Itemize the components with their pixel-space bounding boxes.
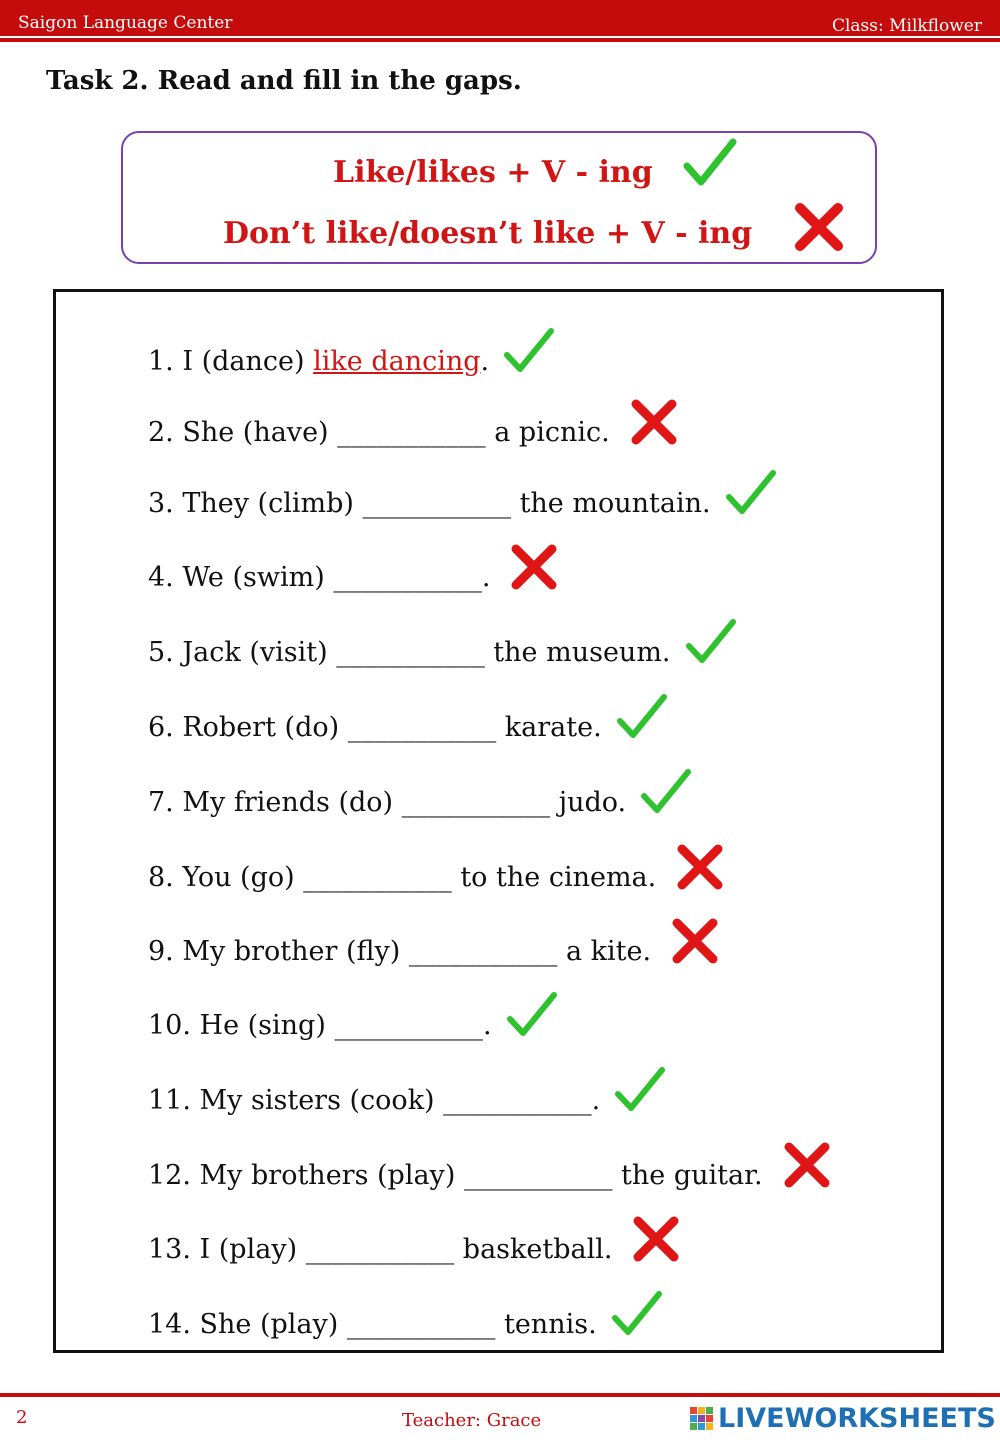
item-prompt: 5. Jack (visit) xyxy=(148,637,337,668)
check-icon xyxy=(640,766,692,818)
answer-blank[interactable]: ___________ xyxy=(336,637,485,668)
item-suffix: . xyxy=(481,562,491,593)
answer-blank[interactable]: ___________ xyxy=(337,417,486,448)
answer-blank[interactable]: ___________ xyxy=(401,787,551,818)
school-name: Saigon Language Center xyxy=(18,13,233,33)
example-answer: like dancing xyxy=(313,346,481,377)
cross-icon xyxy=(781,1139,833,1191)
answer-blank[interactable]: ___________ xyxy=(347,712,497,743)
answer-blank[interactable]: ___________ xyxy=(362,488,511,519)
item-prompt: 8. You (go) xyxy=(148,862,304,893)
teacher-name: Teacher: Grace xyxy=(402,1410,542,1431)
exercise-item xyxy=(148,325,555,377)
exercise-item xyxy=(148,841,726,893)
check-icon xyxy=(506,989,558,1041)
check-icon xyxy=(611,1288,663,1340)
exercise-item xyxy=(148,1139,833,1191)
page-number: 2 xyxy=(16,1407,28,1428)
item-prompt: 1. I (dance) xyxy=(148,346,314,377)
item-suffix: the museum. xyxy=(484,637,671,668)
cross-icon xyxy=(628,396,680,448)
item-prompt: 9. My brother (fly) xyxy=(148,936,409,967)
brand-name: LIVEWORKSHEETS xyxy=(718,1403,996,1434)
check-icon xyxy=(616,691,668,743)
item-suffix: to the cinema. xyxy=(451,862,657,893)
answer-blank[interactable]: ___________ xyxy=(463,1160,613,1191)
rule-positive: Like/likes + V - ing xyxy=(333,155,653,190)
check-icon xyxy=(683,136,737,190)
check-icon xyxy=(685,616,737,668)
exercise-item xyxy=(148,616,737,668)
liveworksheets-logo-icon xyxy=(690,1407,714,1433)
item-prompt: 7. My friends (do) xyxy=(148,787,402,818)
check-icon xyxy=(503,325,555,377)
answer-blank[interactable]: ___________ xyxy=(346,1309,496,1340)
exercise-box xyxy=(53,289,944,1353)
item-prompt: 10. He (sing) xyxy=(148,1010,335,1041)
check-icon xyxy=(725,467,777,519)
header-bar xyxy=(0,0,1000,36)
exercise-item xyxy=(148,467,777,519)
exercise-item xyxy=(148,1288,663,1340)
answer-blank[interactable]: ___________ xyxy=(443,1085,592,1116)
task-title: Task 2. Read and fill in the gaps. xyxy=(46,66,522,96)
item-suffix: the guitar. xyxy=(612,1160,763,1191)
exercise-item xyxy=(148,691,668,743)
item-prompt: 3. They (climb) xyxy=(148,488,363,519)
item-prompt: 6. Robert (do) xyxy=(148,712,348,743)
class-label: Class: Milkflower xyxy=(831,16,982,36)
item-prompt: 13. I (play) xyxy=(148,1234,306,1265)
item-suffix: basketball. xyxy=(454,1234,613,1265)
item-prompt: 12. My brothers (play) xyxy=(148,1160,464,1191)
check-icon xyxy=(614,1064,666,1116)
exercise-item xyxy=(148,1213,682,1265)
cross-icon xyxy=(792,200,846,254)
exercise-item xyxy=(148,915,721,967)
item-suffix: the mountain. xyxy=(510,488,711,519)
item-prompt: 11. My sisters (cook) xyxy=(148,1085,444,1116)
answer-blank[interactable]: ___________ xyxy=(333,562,482,593)
cross-icon xyxy=(669,915,721,967)
answer-blank[interactable]: ___________ xyxy=(303,862,452,893)
exercise-item xyxy=(148,541,560,593)
footer-divider xyxy=(0,1393,1000,1397)
exercise-item xyxy=(148,396,680,448)
item-suffix: judo. xyxy=(550,787,627,818)
item-suffix: . xyxy=(591,1085,601,1116)
item-suffix: a picnic. xyxy=(485,417,610,448)
exercise-item xyxy=(148,1064,666,1116)
rule-negative: Don’t like/doesn’t like + V - ing xyxy=(223,216,753,251)
cross-icon xyxy=(674,841,726,893)
item-suffix: . xyxy=(482,1010,492,1041)
answer-blank[interactable]: ___________ xyxy=(334,1010,483,1041)
answer-blank[interactable]: ___________ xyxy=(408,936,558,967)
item-suffix: karate. xyxy=(496,712,602,743)
cross-icon xyxy=(508,541,560,593)
item-suffix: a kite. xyxy=(557,936,652,967)
item-suffix: . xyxy=(480,346,490,377)
item-suffix: tennis. xyxy=(495,1309,597,1340)
exercise-item xyxy=(148,989,558,1041)
cross-icon xyxy=(630,1213,682,1265)
exercise-item xyxy=(148,766,692,818)
item-prompt: 4. We (swim) xyxy=(148,562,334,593)
answer-blank[interactable]: ___________ xyxy=(305,1234,455,1265)
header-divider xyxy=(0,38,1000,42)
item-prompt: 2. She (have) xyxy=(148,417,338,448)
item-prompt: 14. She (play) xyxy=(148,1309,347,1340)
